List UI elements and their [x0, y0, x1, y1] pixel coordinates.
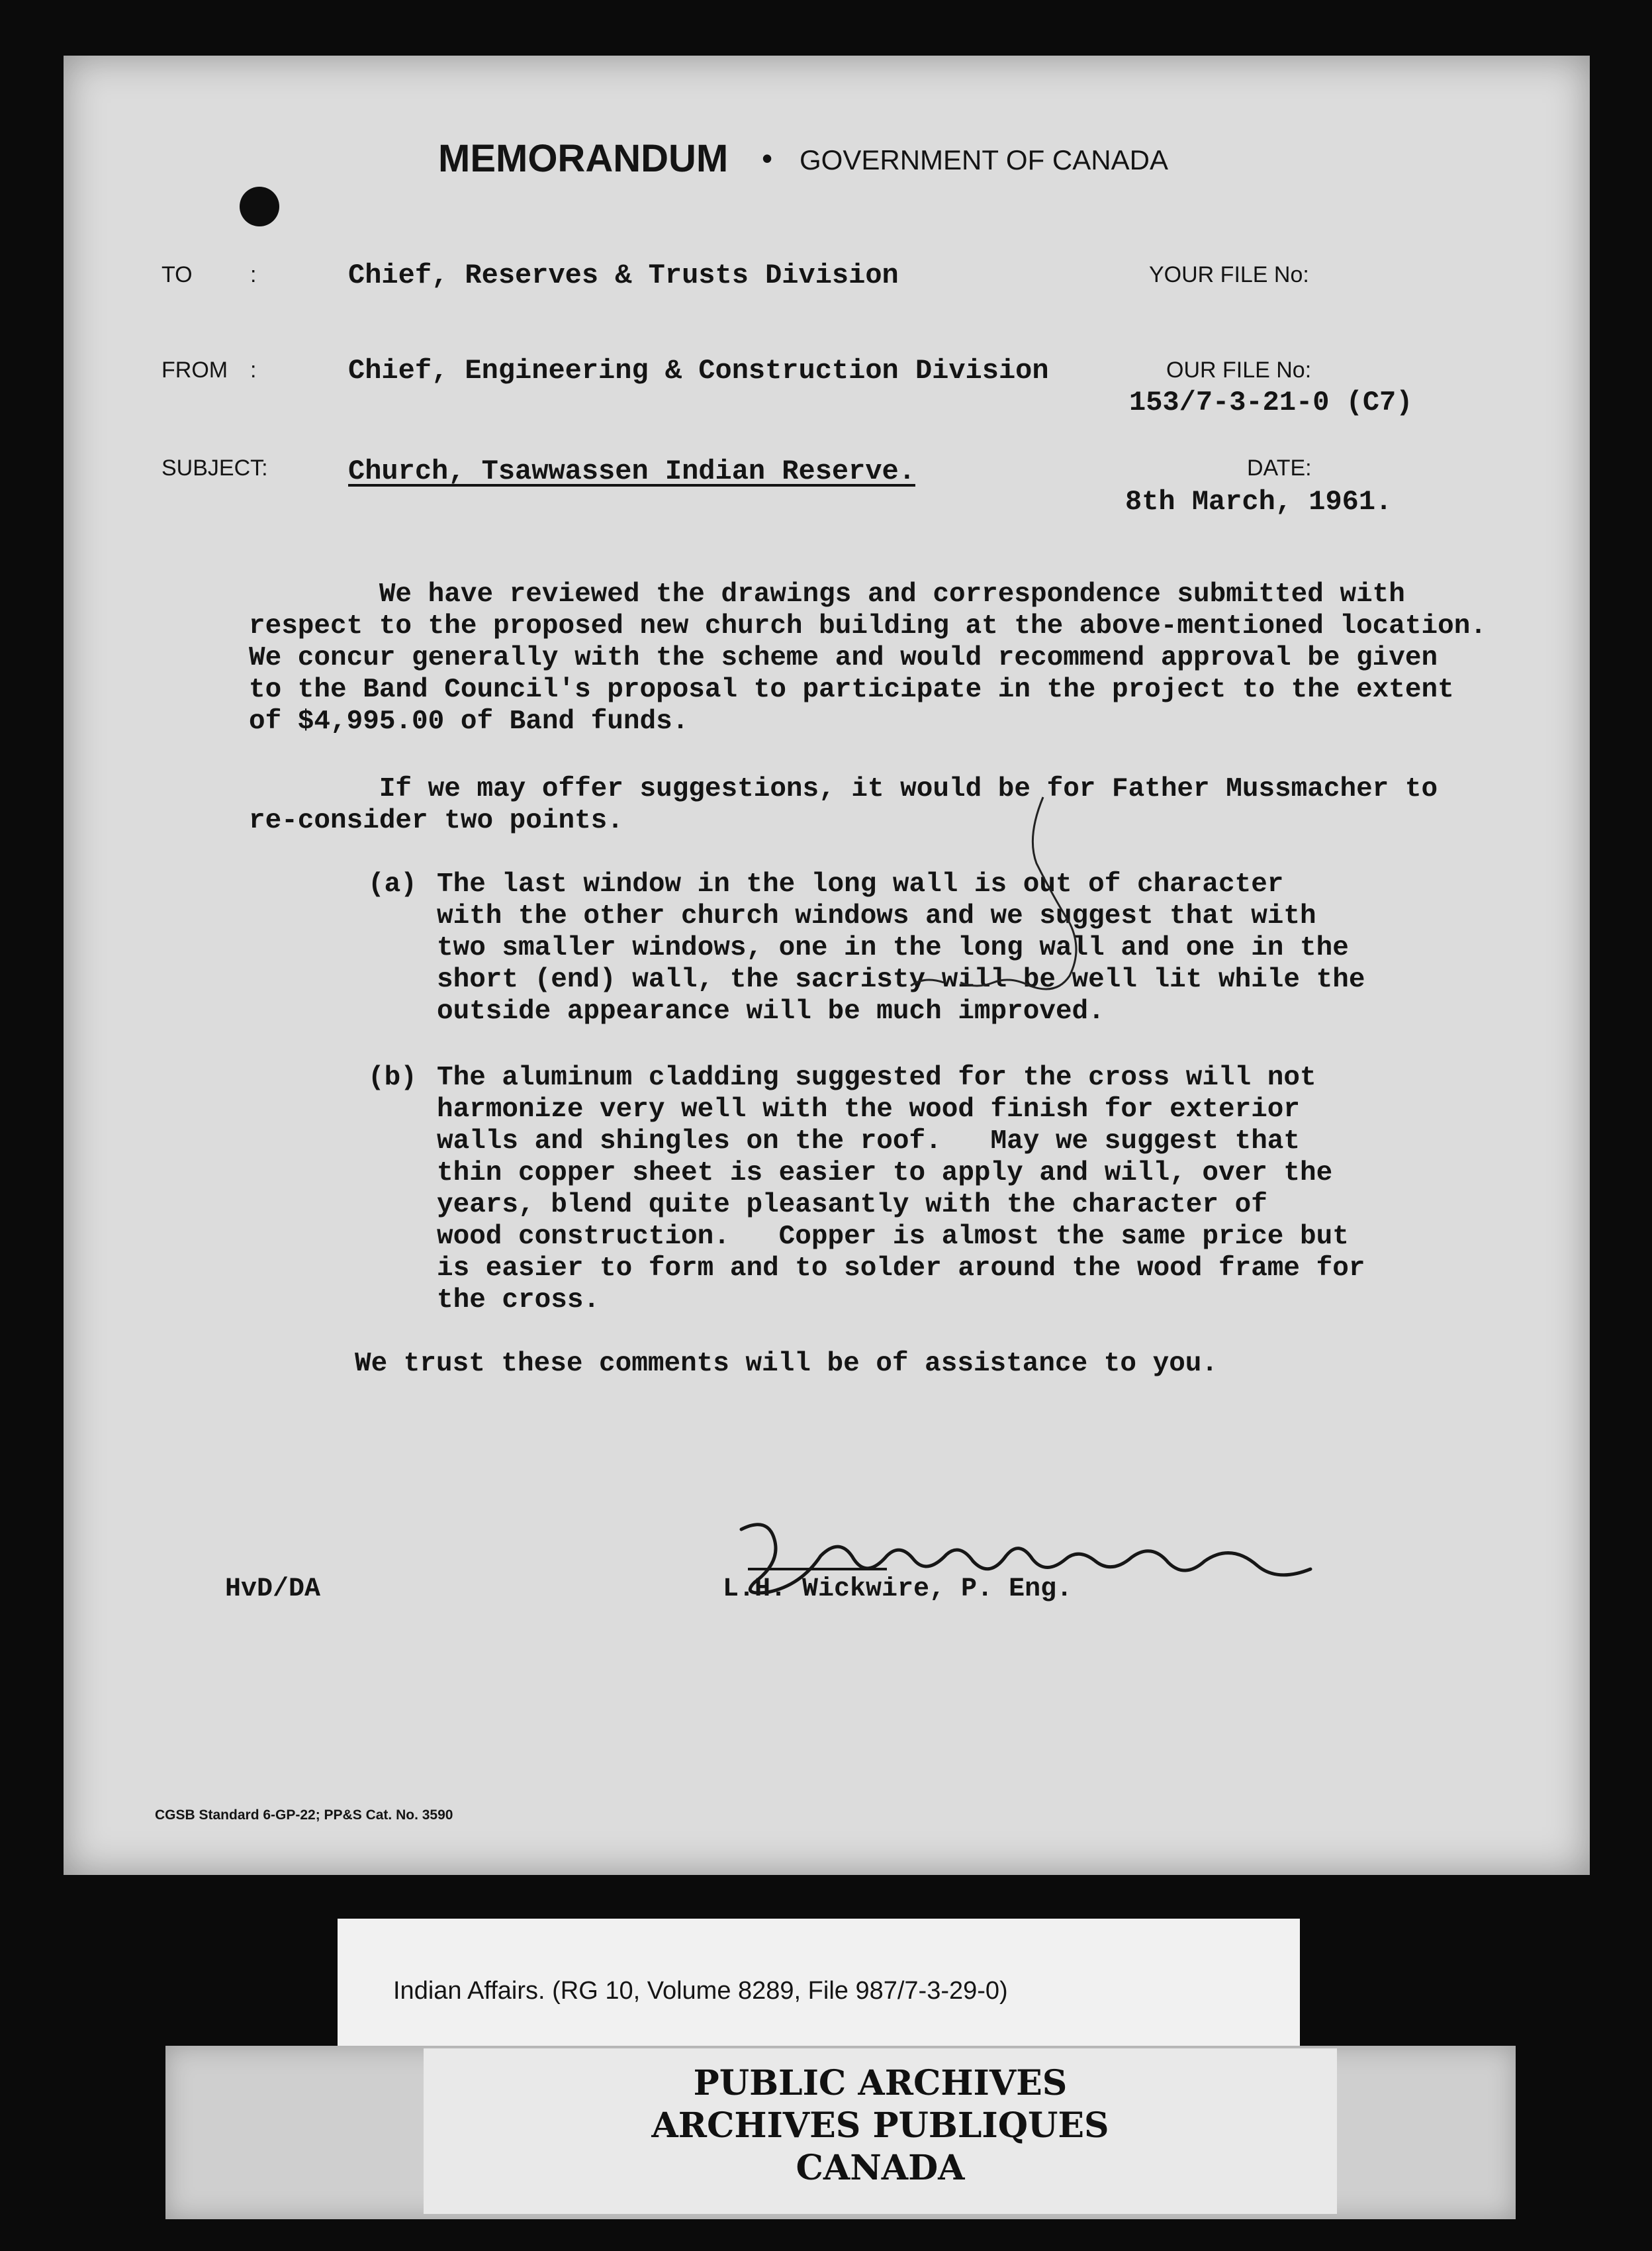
to-value: Chief, Reserves & Trusts Division	[348, 260, 899, 291]
handwritten-signature	[728, 1503, 1324, 1609]
subject-label: SUBJECT:	[161, 455, 268, 481]
date-value: 8th March, 1961.	[1125, 486, 1393, 518]
title-bullet: •	[762, 141, 773, 175]
to-label: TO	[161, 262, 193, 287]
date-label: DATE:	[1247, 455, 1312, 481]
point-b-text: The aluminum cladding suggested for the cross will not harmonize very well with the wood finish for exterior walls and shingles on the roof. May we suggest that thin copper sheet is easier to apply and will, over the years, blend quite pleasantly with the character of wood construction. Copper is almost the same price but is easier to form and to solder around the wood frame for the cross.	[437, 1063, 1365, 1316]
from-value: Chief, Engineering & Construction Division	[348, 355, 1049, 387]
point-a-marker: (a)	[368, 869, 417, 900]
point-a-text: The last window in the long wall is out of character with the other church windows and we suggest that with two smaller windows, one in the long wall and one in the short (end) wall, the sacristy will be well lit while the outside appearance will be much improved.	[437, 869, 1365, 1027]
stamp-line-2: ARCHIVES PUBLIQUES	[651, 2105, 1109, 2146]
archive-reference: Indian Affairs. (RG 10, Volume 8289, File 987/7-3-29-0)	[393, 1977, 1008, 2005]
to-colon: :	[250, 262, 257, 287]
archive-stamp	[424, 2048, 1337, 2214]
paragraph-2: If we may offer suggestions, it would be for Father Mussmacher to re-consider two points.	[249, 774, 1438, 836]
memo-subtitle: GOVERNMENT OF CANADA	[800, 144, 1168, 175]
form-footer: CGSB Standard 6-GP-22; PP&S Cat. No. 3590	[155, 1807, 453, 1823]
our-file-value: 153/7-3-21-0 (C7)	[1129, 387, 1413, 418]
subject-value: Church, Tsawwassen Indian Reserve.	[348, 455, 915, 487]
punch-hole	[240, 187, 279, 226]
signatory-name: L.H. Wickwire, P. Eng.	[723, 1574, 1073, 1604]
point-b-marker: (b)	[368, 1063, 417, 1093]
handwritten-mark	[792, 784, 1255, 1035]
your-file-label: YOUR FILE No:	[1149, 262, 1309, 287]
stamp-line-1: PUBLIC ARCHIVES	[693, 2063, 1068, 2103]
from-colon: :	[250, 358, 257, 383]
closing-line: We trust these comments will be of assistance to you.	[355, 1349, 1218, 1379]
paragraph-1: We have reviewed the drawings and correspondence submitted with respect to the proposed new church building at the above-mentioned location. We concur generally with the scheme and would recommend approval be given to the Band Council's proposal to participate in the project to the extent of $4,995.00 of Band funds.	[249, 579, 1487, 737]
from-label: FROM	[161, 358, 228, 383]
our-file-label: OUR FILE No:	[1166, 358, 1312, 383]
memo-title: MEMORANDUM	[438, 137, 729, 180]
typist-initials: HvD/DA	[225, 1574, 321, 1604]
stamp-line-3: CANADA	[796, 2148, 965, 2188]
